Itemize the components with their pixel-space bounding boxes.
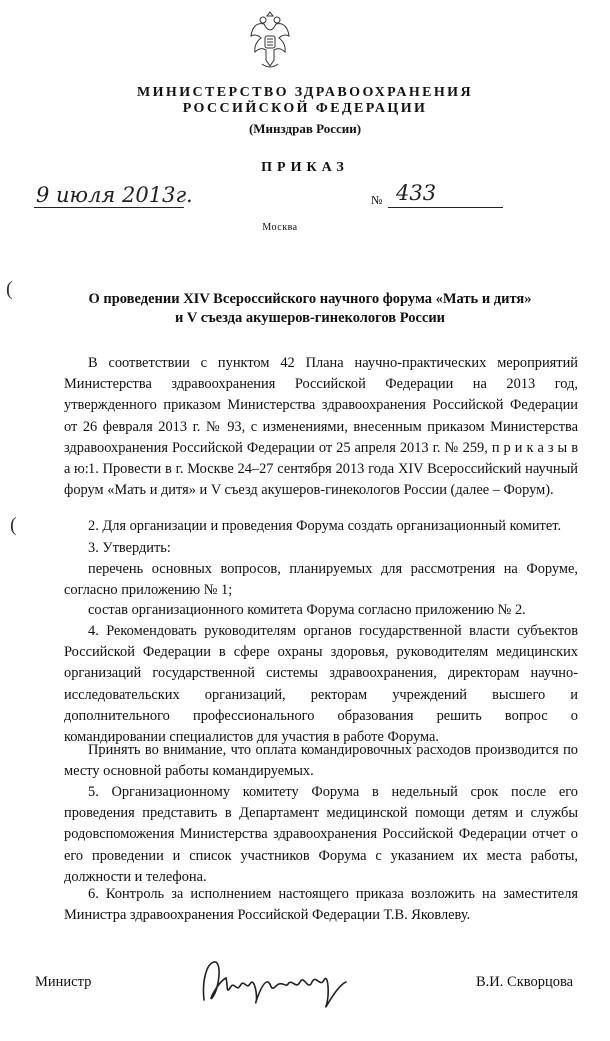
item-4-paragraph: 4. Рекомендовать руководителям органов государственной власти субъектов Российской Федерации в сфере охраны здоровья, руководителям медицинских организаций государственной системы здравоохранения, директорам научно-исследовательских организаций, ректорам учреждений высшего и дополнительного профессионального образования решить вопрос о командировании специалистов для участия в работе Форума. — [64, 623, 578, 746]
item-4b-paragraph: Принять во внимание, что оплата командировочных расходов производится по месту основной работы командируемых. — [64, 742, 578, 780]
subject-line2: и V съезда акушеров-гинекологов России — [174, 310, 446, 326]
coat-of-arms-emblem — [248, 8, 292, 74]
city: Москва — [262, 222, 298, 233]
item-6-paragraph: 6. Контроль за исполнением настоящего приказа возложить на заместителя Министра здравоохранения Российской Федерации Т.В. Яковлеву. — [64, 886, 578, 924]
item-5-paragraph: 5. Организационному комитету Форума в недельный срок после его проведения представить в Департамент медицинской помощи детям и службы родовспоможения Министерства здравоохранения Российской Федерации отчет о его проведении и список участников Форума с указанием их места работы, должности и телефона. — [64, 784, 578, 885]
document-type: ПРИКАЗ — [261, 160, 349, 175]
item-1-paragraph: 1. Провести в г. Москве 24–27 сентября 2013 года XIV Всероссийский научный форум «Мать и дитя» и V съезд акушеров-гинекологов России (далее – Форум). — [64, 461, 578, 499]
margin-mark: ( — [10, 514, 17, 536]
item-3a-paragraph: перечень основных вопросов, планируемых для рассмотрения на Форуме, согласно приложению № 1; — [64, 561, 578, 599]
subject-line1: О проведении XIV Всероссийского научного форума «Мать и дитя» — [88, 291, 532, 307]
signer-title: Министр — [35, 974, 92, 990]
ministry-short-name: (Минздрав России) — [248, 121, 362, 136]
number-underline — [388, 207, 503, 208]
preamble-paragraph: В соответствии с пунктом 42 Плана научно-практических мероприятий Министерства здравоохранения Российской Федерации на 2013 год, утвержденного приказом Министерства здравоохранения Российской Федерации от 26 февраля 2013 г. № 93, с изменениями, внесенным приказом Министерства здравоохранения Российской Федерации от 25 апреля 2013 г. № 259, п р и к а з ы в а ю: — [64, 355, 578, 478]
order-number: 433 — [396, 181, 437, 205]
handwritten-signature — [196, 952, 366, 1014]
item-3b-paragraph: состав организационного комитета Форума согласно приложению № 2. — [88, 602, 526, 618]
order-number-label: № — [371, 193, 383, 207]
signer-name: В.И. Скворцова — [476, 974, 574, 990]
item-2-paragraph: 2. Для организации и проведения Форума создать организационный комитет. — [88, 518, 562, 534]
order-date: 9 июля 2013г. — [36, 183, 193, 207]
date-underline — [34, 207, 184, 208]
margin-mark: ( — [6, 278, 13, 300]
item-3-paragraph: 3. Утвердить: — [88, 540, 171, 556]
ministry-name-line2: РОССИЙСКОЙ ФЕДЕРАЦИИ — [182, 101, 428, 116]
ministry-name-line1: МИНИСТЕРСТВО ЗДРАВООХРАНЕНИЯ — [137, 85, 473, 100]
